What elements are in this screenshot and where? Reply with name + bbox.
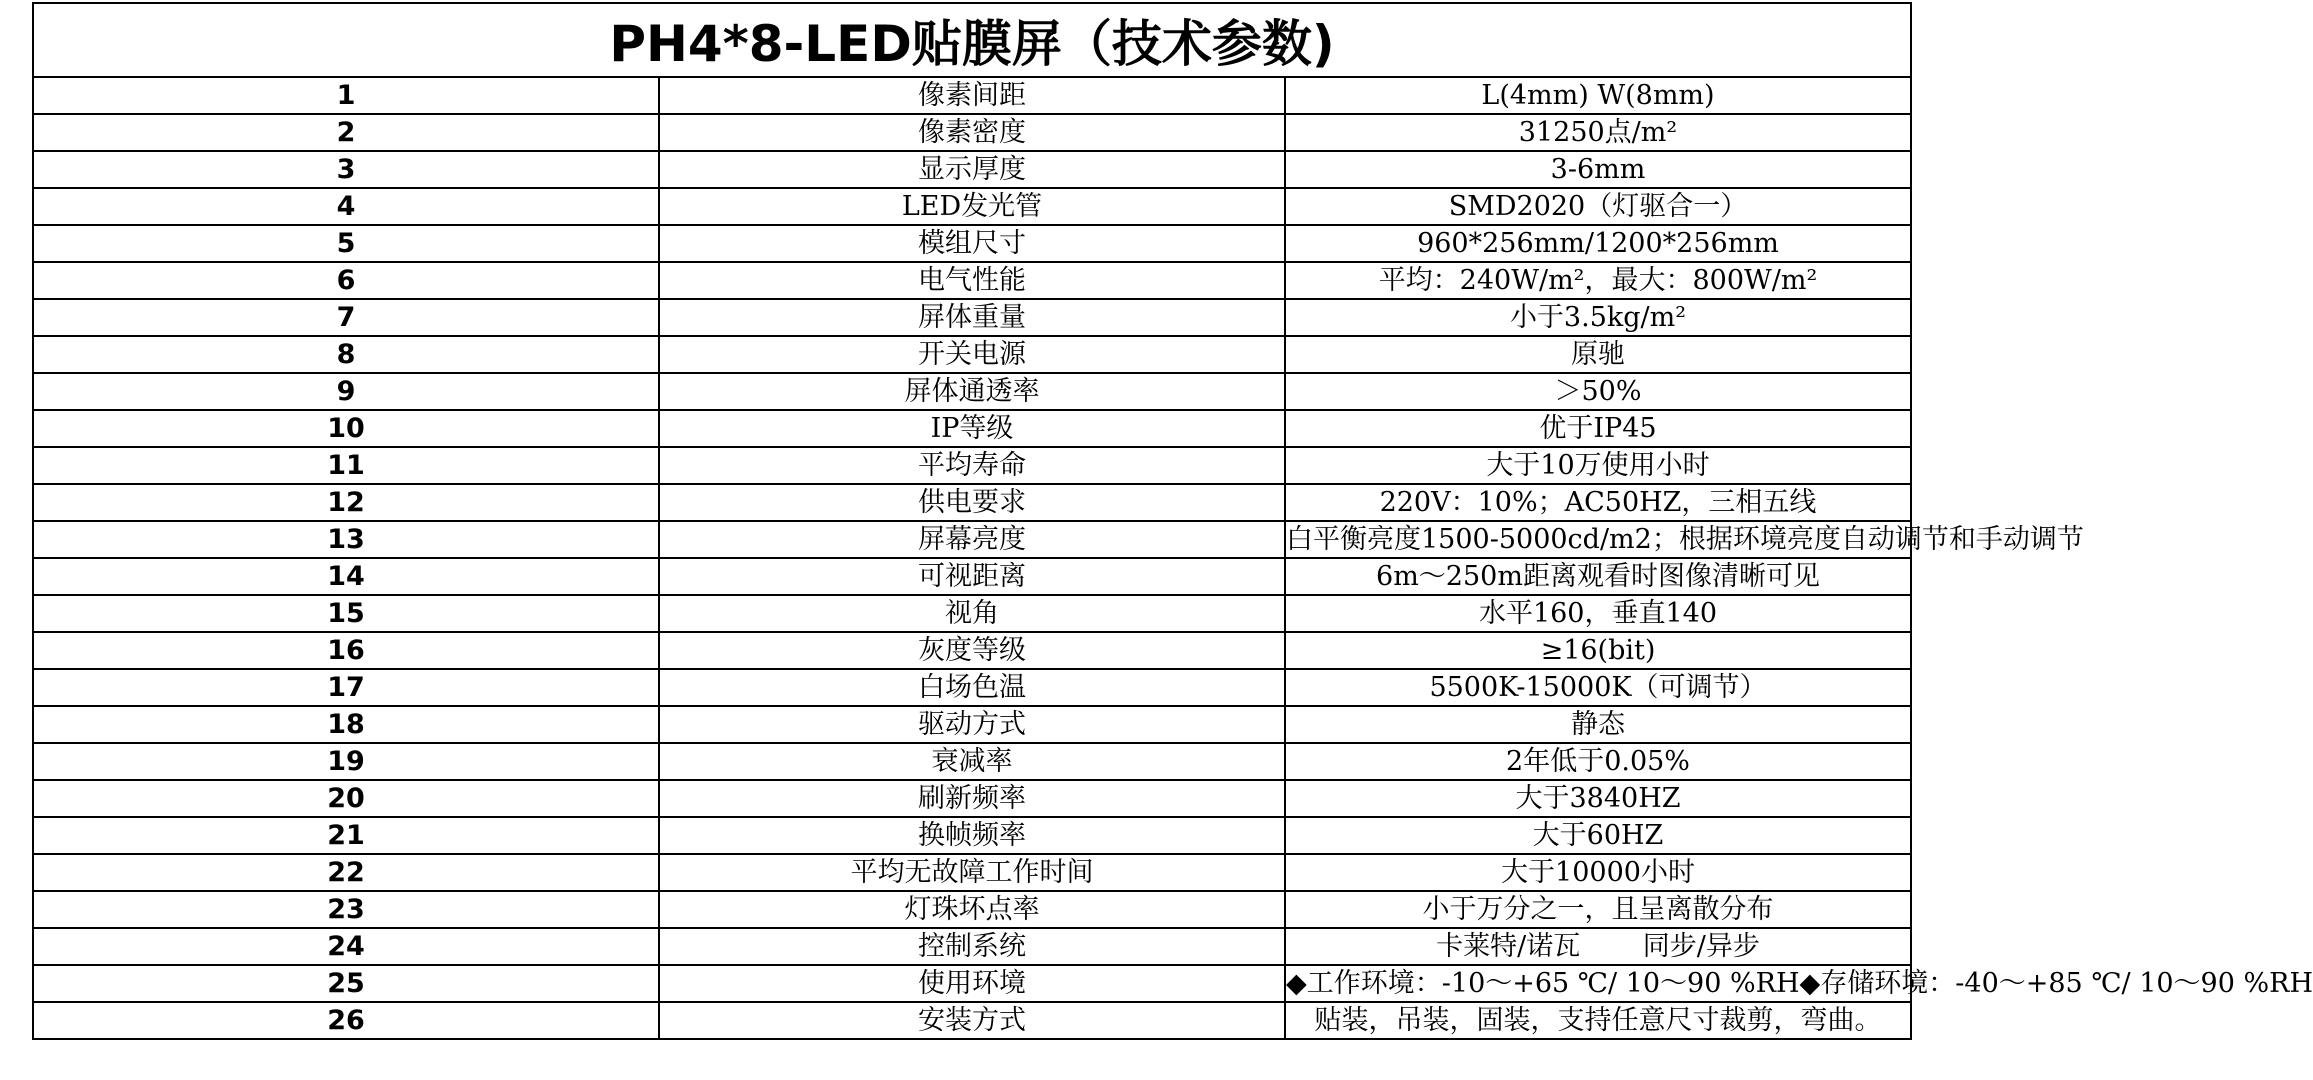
parameter-name: 像素间距 bbox=[659, 77, 1285, 114]
parameter-value: 白平衡亮度1500-5000cd/m2；根据环境亮度自动调节和手动调节 bbox=[1285, 521, 1911, 558]
table-row bbox=[33, 225, 1911, 262]
parameter-name: 供电要求 bbox=[659, 484, 1285, 521]
spec-table bbox=[32, 2, 2313, 1040]
parameter-name: 像素密度 bbox=[659, 114, 1285, 151]
table-row bbox=[33, 632, 1911, 669]
row-number: 16 bbox=[33, 632, 659, 669]
parameter-name: 灯珠坏点率 bbox=[659, 891, 1285, 928]
parameter-value: 静态 bbox=[1285, 706, 1911, 743]
row-number: 18 bbox=[33, 706, 659, 743]
table-row bbox=[33, 669, 1911, 706]
parameter-value: ◆工作环境：-10～+65 ℃/ 10～90 %RH◆存储环境：-40～+85 ℃/ 10～90 %RH bbox=[1285, 965, 1911, 1002]
table-row bbox=[33, 558, 1911, 595]
parameter-name: 换帧频率 bbox=[659, 817, 1285, 854]
row-number: 3 bbox=[33, 151, 659, 188]
parameter-name: LED发光管 bbox=[659, 188, 1285, 225]
row-number: 1 bbox=[33, 77, 659, 114]
parameter-value: 大于60HZ bbox=[1285, 817, 1911, 854]
parameter-value: 2年低于0.05% bbox=[1285, 743, 1911, 780]
row-number: 15 bbox=[33, 595, 659, 632]
parameter-name: 开关电源 bbox=[659, 336, 1285, 373]
table-row bbox=[33, 743, 1911, 780]
row-number: 2 bbox=[33, 114, 659, 151]
parameter-value: SMD2020（灯驱合一） bbox=[1285, 188, 1911, 225]
row-number: 26 bbox=[33, 1002, 659, 1039]
row-number: 19 bbox=[33, 743, 659, 780]
parameter-name: 屏体重量 bbox=[659, 299, 1285, 336]
table-row bbox=[33, 706, 1911, 743]
row-number: 22 bbox=[33, 854, 659, 891]
table-row bbox=[33, 817, 1911, 854]
row-number: 24 bbox=[33, 928, 659, 965]
table-row bbox=[33, 965, 1911, 1002]
parameter-name: 屏体通透率 bbox=[659, 373, 1285, 410]
parameter-value: 优于IP45 bbox=[1285, 410, 1911, 447]
row-number: 4 bbox=[33, 188, 659, 225]
table-row bbox=[33, 77, 1911, 114]
table-row bbox=[33, 595, 1911, 632]
table-row bbox=[33, 484, 1911, 521]
parameter-name: 可视距离 bbox=[659, 558, 1285, 595]
parameter-name: IP等级 bbox=[659, 410, 1285, 447]
row-number: 11 bbox=[33, 447, 659, 484]
parameter-value: 卡莱特/诺瓦 同步/异步 bbox=[1285, 928, 1911, 965]
parameter-value: 6m～250m距离观看时图像清晰可见 bbox=[1285, 558, 1911, 595]
parameter-name: 视角 bbox=[659, 595, 1285, 632]
row-number: 23 bbox=[33, 891, 659, 928]
parameter-value: ＞50% bbox=[1285, 373, 1911, 410]
parameter-name: 驱动方式 bbox=[659, 706, 1285, 743]
table-row bbox=[33, 299, 1911, 336]
parameter-value: 水平160，垂直140 bbox=[1285, 595, 1911, 632]
parameter-name: 刷新频率 bbox=[659, 780, 1285, 817]
table-row bbox=[33, 262, 1911, 299]
row-number: 6 bbox=[33, 262, 659, 299]
table-title: PH4*8-LED贴膜屏（技术参数) bbox=[33, 3, 1911, 77]
parameter-name: 平均无故障工作时间 bbox=[659, 854, 1285, 891]
parameter-name: 控制系统 bbox=[659, 928, 1285, 965]
parameter-name: 衰减率 bbox=[659, 743, 1285, 780]
table-row bbox=[33, 780, 1911, 817]
table-row bbox=[33, 521, 1911, 558]
table-row bbox=[33, 1002, 1911, 1039]
parameter-value: ≥16(bit) bbox=[1285, 632, 1911, 669]
parameter-value: 小于3.5kg/m² bbox=[1285, 299, 1911, 336]
parameter-name: 平均寿命 bbox=[659, 447, 1285, 484]
parameter-value: 大于10000小时 bbox=[1285, 854, 1911, 891]
table-row bbox=[33, 336, 1911, 373]
table-row bbox=[33, 410, 1911, 447]
row-number: 14 bbox=[33, 558, 659, 595]
parameter-value: 大于10万使用小时 bbox=[1285, 447, 1911, 484]
parameter-value: 5500K-15000K（可调节） bbox=[1285, 669, 1911, 706]
row-number: 9 bbox=[33, 373, 659, 410]
parameter-name: 屏幕亮度 bbox=[659, 521, 1285, 558]
table-row bbox=[33, 891, 1911, 928]
row-number: 10 bbox=[33, 410, 659, 447]
row-number: 13 bbox=[33, 521, 659, 558]
parameter-value: 小于万分之一，且呈离散分布 bbox=[1285, 891, 1911, 928]
parameter-value: 3-6mm bbox=[1285, 151, 1911, 188]
row-number: 25 bbox=[33, 965, 659, 1002]
parameter-value: L(4mm) W(8mm) bbox=[1285, 77, 1911, 114]
parameter-value: 31250点/m² bbox=[1285, 114, 1911, 151]
table-row bbox=[33, 151, 1911, 188]
parameter-value: 960*256mm/1200*256mm bbox=[1285, 225, 1911, 262]
row-number: 20 bbox=[33, 780, 659, 817]
parameter-name: 灰度等级 bbox=[659, 632, 1285, 669]
spec-table-body bbox=[33, 3, 2313, 1039]
parameter-name: 模组尺寸 bbox=[659, 225, 1285, 262]
table-row bbox=[33, 114, 1911, 151]
table-row bbox=[33, 854, 1911, 891]
row-number: 12 bbox=[33, 484, 659, 521]
parameter-value: 220V：10%；AC50HZ，三相五线 bbox=[1285, 484, 1911, 521]
table-row bbox=[33, 928, 1911, 965]
row-number: 8 bbox=[33, 336, 659, 373]
table-row bbox=[33, 188, 1911, 225]
parameter-name: 显示厚度 bbox=[659, 151, 1285, 188]
parameter-value: 平均：240W/m²，最大：800W/m² bbox=[1285, 262, 1911, 299]
parameter-value: 原驰 bbox=[1285, 336, 1911, 373]
row-number: 5 bbox=[33, 225, 659, 262]
parameter-name: 安装方式 bbox=[659, 1002, 1285, 1039]
parameter-name: 电气性能 bbox=[659, 262, 1285, 299]
parameter-name: 使用环境 bbox=[659, 965, 1285, 1002]
table-row bbox=[33, 373, 1911, 410]
row-number: 7 bbox=[33, 299, 659, 336]
table-row bbox=[33, 447, 1911, 484]
row-number: 17 bbox=[33, 669, 659, 706]
parameter-value: 大于3840HZ bbox=[1285, 780, 1911, 817]
row-number: 21 bbox=[33, 817, 659, 854]
parameter-value: 贴装，吊装，固装，支持任意尺寸裁剪，弯曲。 bbox=[1285, 1002, 1911, 1039]
parameter-name: 白场色温 bbox=[659, 669, 1285, 706]
title-row bbox=[33, 3, 1911, 77]
